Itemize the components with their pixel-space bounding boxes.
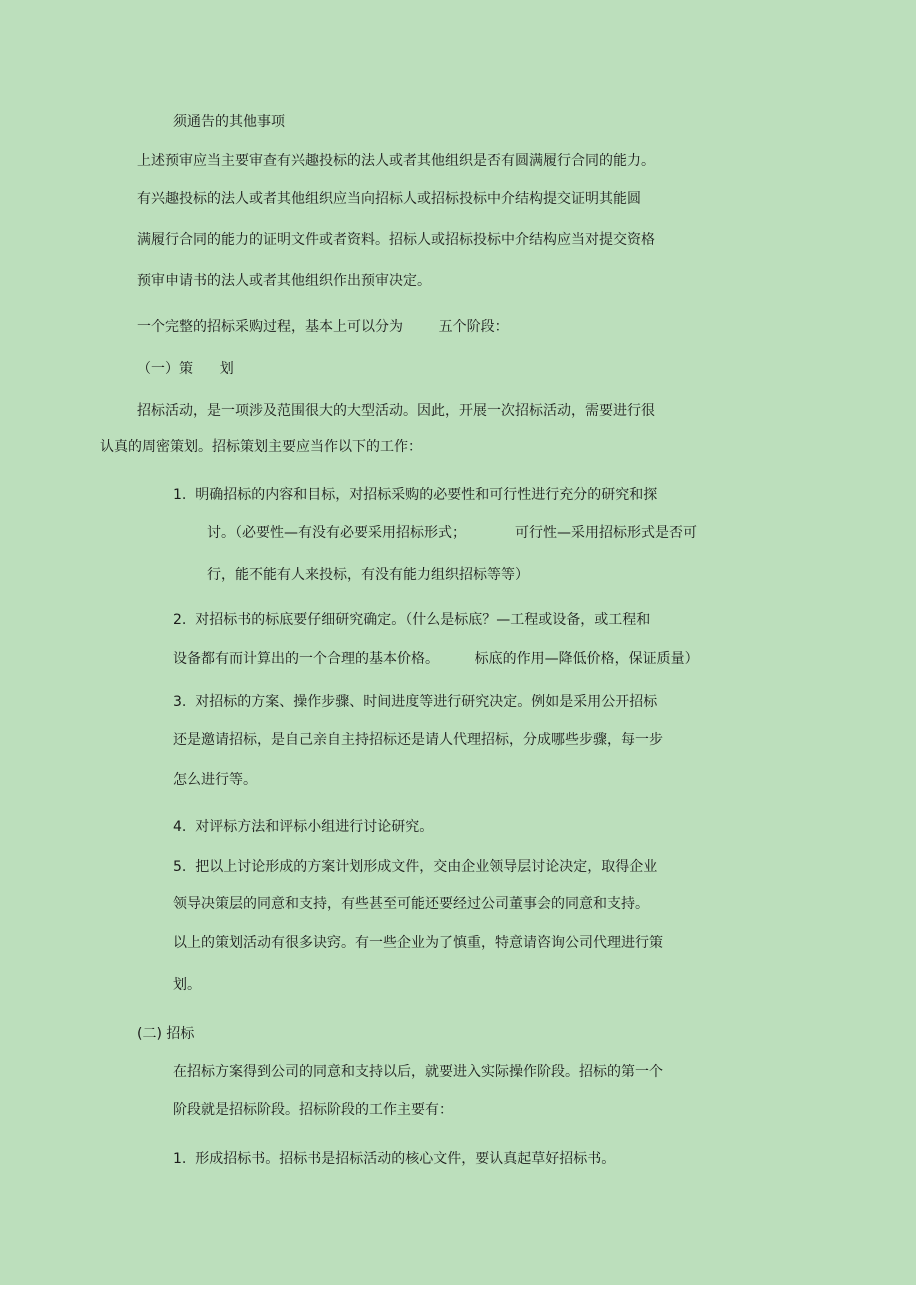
text-line: 还是邀请招标，是自己亲自主持招标还是请人代理招标，分成哪些步骤，每一步 [173,732,663,748]
text-line: 上述预审应当主要审查有兴趣投标的法人或者其他组织是否有圆满履行合同的能力。 [137,153,655,169]
text-line: 划。 [173,977,201,993]
text-line: 怎么进行等。 [173,772,257,788]
text-line: 一个完整的招标采购过程，基本上可以分为 五个阶段： [137,319,509,335]
section-heading: （一）策 划 [137,361,234,377]
list-item: 2. 对招标书的标底要仔细研究确定。（什么是标底？—工程或设备，或工程和 [173,612,651,628]
section-heading: (二) 招标 [137,1026,195,1042]
text-line: 讨。（必要性—有没有必要采用招标形式； 可行性—采用招标形式是否可 [207,525,697,541]
text-line: 有兴趣投标的法人或者其他组织应当向招标人或招标投标中介结构提交证明其能圆 [137,191,641,207]
list-item: 1. 明确招标的内容和目标，对招标采购的必要性和可行性进行充分的研究和探 [173,487,658,503]
list-item: 5. 把以上讨论形成的方案计划形成文件，交由企业领导层讨论决定，取得企业 [173,859,658,875]
text-line: 预审申请书的法人或者其他组织作出预审决定。 [137,273,431,289]
list-item: 3. 对招标的方案、操作步骤、时间进度等进行研究决定。例如是采用公开招标 [173,694,658,710]
text-line: 招标活动，是一项涉及范围很大的大型活动。因此，开展一次招标活动，需要进行很 [137,403,655,419]
text-line: 满履行合同的能力的证明文件或者资料。招标人或招标投标中介结构应当对提交资格 [137,232,655,248]
text-line: 在招标方案得到公司的同意和支持以后，就要进入实际操作阶段。招标的第一个 [173,1064,663,1080]
list-item: 4. 对评标方法和评标小组进行讨论研究。 [173,819,434,835]
heading-line: 须通告的其他事项 [173,114,285,130]
text-line: 阶段就是招标阶段。招标阶段的工作主要有： [173,1102,453,1118]
text-line: 行，能不能有人来投标，有没有能力组织招标等等） [207,567,529,583]
list-item: 1. 形成招标书。招标书是招标活动的核心文件，要认真起草好招标书。 [173,1151,616,1167]
text-line: 设备都有而计算出的一个合理的基本价格。 标底的作用—降低价格，保证质量） [173,651,699,667]
text-line: 认真的周密策划。招标策划主要应当作以下的工作： [100,439,422,455]
text-line: 领导决策层的同意和支持，有些甚至可能还要经过公司董事会的同意和支持。 [173,896,649,912]
text-line: 以上的策划活动有很多诀窍。有一些企业为了慎重，特意请咨询公司代理进行策 [173,935,663,951]
